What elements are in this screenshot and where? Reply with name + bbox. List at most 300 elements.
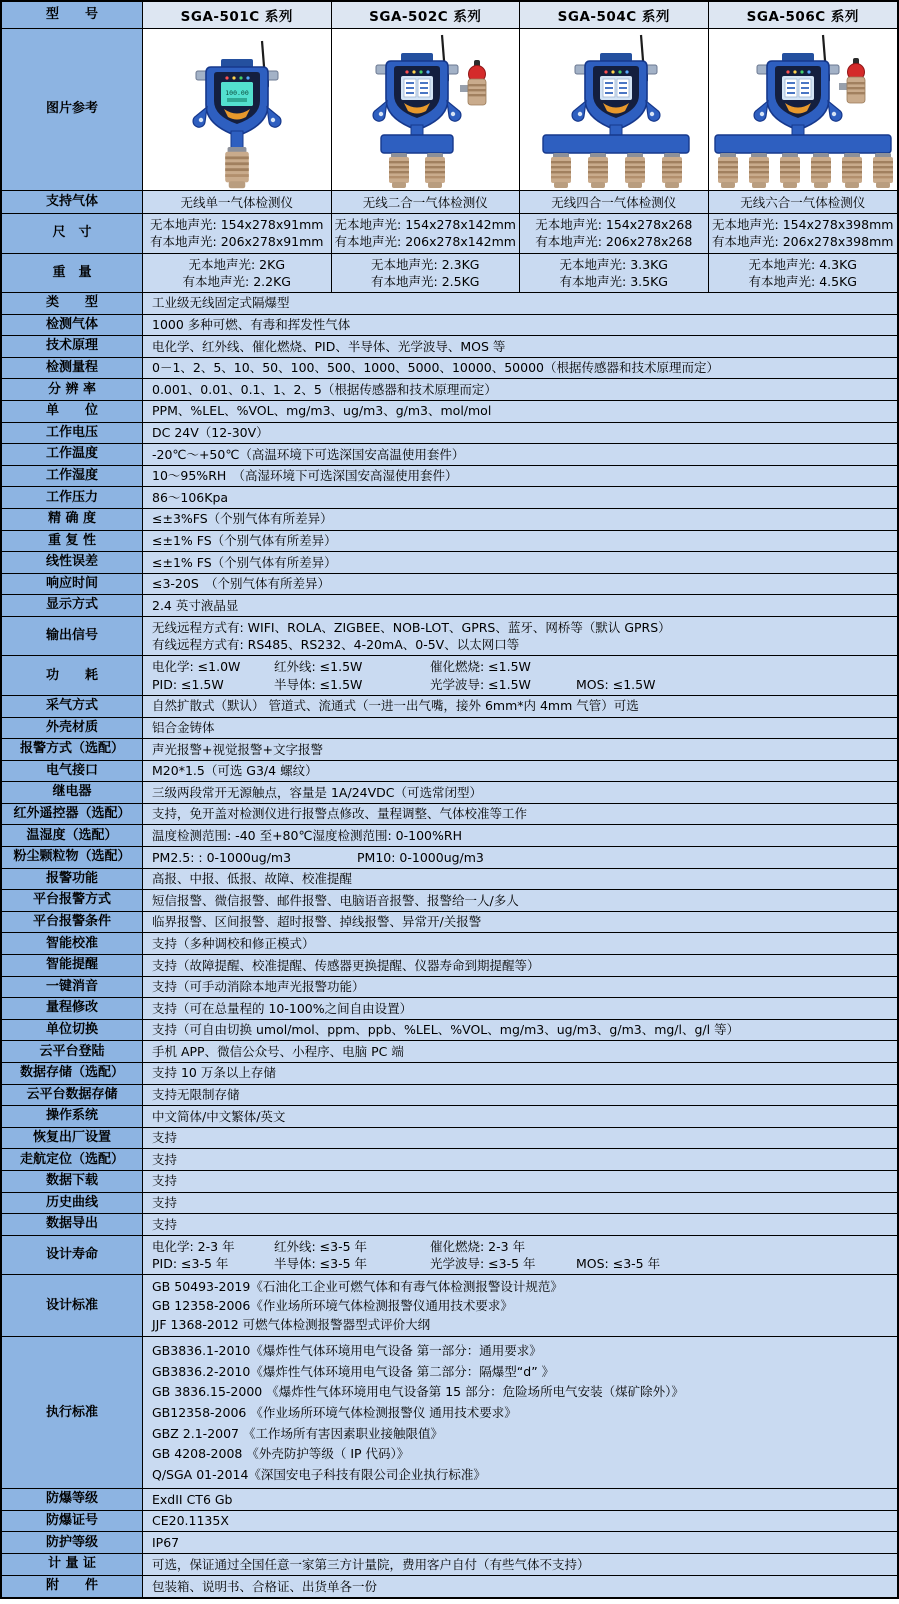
spec-value-line bbox=[152, 1044, 404, 1060]
spec-value-protection bbox=[143, 1532, 897, 1553]
spec-value-text: IP67 bbox=[152, 1534, 180, 1550]
spec-value-ir-remote bbox=[143, 804, 897, 825]
spec-value-line bbox=[152, 1298, 513, 1314]
spec-value-text: 自然扩散式（默认） 管道式、流通式（一进一出气嘴，接外 6mm*内 4mm 气管）可选 bbox=[152, 698, 639, 714]
spec-value-text: 支持 bbox=[152, 1173, 178, 1189]
spec-label-storage: 数据存储（选配） bbox=[2, 1063, 143, 1084]
spec-label-unit-switch: 单位切换 bbox=[2, 1020, 143, 1041]
spec-value-text: JJF 1368-2012 可燃气体检测报警器型式评价大纲 bbox=[152, 1316, 431, 1332]
spec-value-line bbox=[152, 576, 330, 592]
size-text: 无本地声光: 154x278x398mm bbox=[712, 216, 894, 232]
weight-text: 无本地声光: 3.3KG bbox=[559, 256, 668, 272]
size-text: 有本地声光: 206x278x91mm bbox=[150, 234, 324, 250]
weight-501c bbox=[143, 254, 332, 292]
spec-label-relay: 继电器 bbox=[2, 782, 143, 803]
spec-value-line bbox=[152, 1446, 409, 1462]
spec-value-text: ≤±1% FS（个别气体有所差异） bbox=[152, 554, 337, 570]
spec-row-lifespan bbox=[2, 1236, 897, 1276]
spec-row-platform-alarm-mode bbox=[2, 890, 897, 912]
spec-value-text: 支持 bbox=[152, 1130, 178, 1146]
image-row-label: 图片参考 bbox=[2, 29, 143, 190]
spec-value-output bbox=[143, 617, 897, 656]
spec-value-text: 支持 bbox=[152, 1195, 178, 1211]
spec-value-text: 86～106Kpa bbox=[152, 489, 229, 505]
weight-text: 有本地声光: 2.2KG bbox=[182, 273, 291, 289]
spec-value-accessories bbox=[143, 1576, 897, 1598]
supported-gas-502c: 无线二合一气体检测仪 bbox=[332, 191, 521, 213]
spec-value-range bbox=[143, 358, 897, 379]
spec-label-type: 类 型 bbox=[2, 293, 143, 314]
spec-value-text: PM2.5: : 0-1000ug/m3 bbox=[152, 849, 292, 865]
spec-value-line bbox=[152, 1109, 285, 1125]
spec-value-line bbox=[152, 555, 337, 571]
spec-value-text: 支持，免开盖对检测仪进行报警点修改、量程调整、气体校准等工作 bbox=[152, 806, 528, 822]
spec-value-text: 高报、中报、低报、故障、校准提醒 bbox=[152, 871, 353, 887]
spec-value-text: 湿度检测范围: 0-100%RH bbox=[312, 827, 462, 843]
spec-value-line bbox=[152, 850, 484, 866]
spec-value-cloud-login bbox=[143, 1041, 897, 1062]
spec-label-export: 数据导出 bbox=[2, 1214, 143, 1235]
spec-row-range-mod bbox=[2, 998, 897, 1020]
spec-value-line bbox=[152, 1065, 276, 1081]
spec-value-text: 短信报警、微信报警、邮件报警、电脑语音报警、报警给一人/多人 bbox=[152, 892, 519, 908]
spec-label-factory-reset: 恢复出厂设置 bbox=[2, 1128, 143, 1149]
spec-value-text: 支持（多种调校和修正模式） bbox=[152, 935, 315, 951]
spec-value-text: GB3836.2-2010《爆炸性气体环境用电气设备 第二部分：隔爆型“d” 》 bbox=[152, 1363, 555, 1379]
spec-value-cloud-storage bbox=[143, 1085, 897, 1106]
spec-row-cloud-login bbox=[2, 1041, 897, 1063]
spec-row-output bbox=[2, 617, 897, 657]
spec-value-text: GB 50493-2019《石油化工企业可燃气体和有毒气体检测报警设计规范》 bbox=[152, 1279, 563, 1295]
spec-value-line bbox=[152, 317, 350, 333]
spec-value-text: ≤±1% FS（个别气体有所差异） bbox=[152, 533, 337, 549]
spec-label-platform-alarm-cond: 平台报警条件 bbox=[2, 912, 143, 933]
spec-row-principle bbox=[2, 336, 897, 358]
weight-text: 无本地声光: 2.3KG bbox=[371, 256, 480, 272]
spec-label-temp: 工作温度 bbox=[2, 444, 143, 465]
weight-text: 有本地声光: 3.5KG bbox=[559, 273, 668, 289]
size-row-label: 尺 寸 bbox=[2, 214, 143, 253]
spec-label-shell: 外壳材质 bbox=[2, 718, 143, 739]
spec-value-accuracy bbox=[143, 509, 897, 530]
spec-label-repeatability: 重 复 性 bbox=[2, 531, 143, 552]
spec-value-line bbox=[152, 1022, 739, 1038]
spec-value-alarm-func bbox=[143, 869, 897, 890]
spec-row-sampling bbox=[2, 696, 897, 718]
weight-506c bbox=[709, 254, 898, 292]
spec-row-display bbox=[2, 595, 897, 617]
spec-row-exproof-cert bbox=[2, 1511, 897, 1533]
supported-gas-501c: 无线单一气体检测仪 bbox=[143, 191, 332, 213]
spec-row-design-std bbox=[2, 1275, 897, 1337]
spec-label-cloud-login: 云平台登陆 bbox=[2, 1041, 143, 1062]
spec-value-line bbox=[152, 339, 505, 355]
spec-value-os bbox=[143, 1106, 897, 1127]
spec-value-line bbox=[152, 382, 497, 398]
spec-value-text: Q/SGA 01-2014《深国安电子科技有限公司企业执行标准》 bbox=[152, 1466, 486, 1482]
spec-value-line bbox=[152, 1535, 179, 1551]
spec-value-text: 0.001、0.01、0.1、1、2、5（根据传感器和技术原理而定） bbox=[152, 381, 497, 397]
spec-row-history bbox=[2, 1193, 897, 1215]
sga-504c-device-image bbox=[520, 29, 709, 190]
spec-value-exproof-grade bbox=[143, 1489, 897, 1510]
spec-label-principle: 技术原理 bbox=[2, 336, 143, 357]
size-504c bbox=[520, 214, 709, 253]
spec-label-humidity: 工作湿度 bbox=[2, 466, 143, 487]
spec-value-text: 支持 bbox=[152, 1216, 178, 1232]
spec-value-text: 光学波导: ≤3-5 年 bbox=[430, 1255, 536, 1271]
spec-row-humidity bbox=[2, 466, 897, 488]
spec-label-download: 数据下载 bbox=[2, 1171, 143, 1192]
spec-row-download bbox=[2, 1171, 897, 1193]
spec-value-download bbox=[143, 1171, 897, 1192]
spec-row-power bbox=[2, 656, 897, 696]
spec-rows-container bbox=[2, 293, 897, 1597]
spec-value-design-std bbox=[143, 1275, 897, 1336]
spec-value-lifespan bbox=[143, 1236, 897, 1275]
spec-value-exproof-cert bbox=[143, 1511, 897, 1532]
spec-row-smart-cal bbox=[2, 933, 897, 955]
spec-row-pressure bbox=[2, 487, 897, 509]
supported-gas-506c: 无线六合一气体检测仪 bbox=[709, 191, 898, 213]
spec-value-range-mod bbox=[143, 998, 897, 1019]
spec-row-os bbox=[2, 1106, 897, 1128]
spec-row-metrology bbox=[2, 1554, 897, 1576]
spec-value-text: PID: ≤1.5W bbox=[152, 676, 224, 692]
size-text: 有本地声光: 206x278x268 bbox=[535, 234, 693, 250]
spec-value-text: 支持 bbox=[152, 1151, 178, 1167]
spec-value-line bbox=[152, 1001, 412, 1017]
spec-value-text: ≤3-20S （个别气体有所差异） bbox=[152, 576, 331, 592]
spec-value-text: MOS: ≤3-5 年 bbox=[576, 1255, 661, 1271]
spec-value-text: 可选，保证通过全国任意一家第三方计量院，费用客户自付（有些气体不支持） bbox=[152, 1556, 590, 1572]
spec-label-smart-remind: 智能提醒 bbox=[2, 955, 143, 976]
spec-row-type bbox=[2, 293, 897, 315]
weight-text: 无本地声光: 2KG bbox=[188, 256, 286, 272]
spec-value-line bbox=[152, 1405, 517, 1421]
supported-gas-label: 支持气体 bbox=[2, 191, 143, 213]
spec-value-storage bbox=[143, 1063, 897, 1084]
spec-value-text: 催化燃烧: 2-3 年 bbox=[430, 1238, 526, 1254]
spec-value-line bbox=[152, 1130, 177, 1146]
spec-value-repeatability bbox=[143, 531, 897, 552]
spec-label-exproof-cert: 防爆证号 bbox=[2, 1511, 143, 1532]
spec-value-line bbox=[152, 1195, 177, 1211]
spec-value-line bbox=[152, 1173, 177, 1189]
spec-value-principle bbox=[143, 336, 897, 357]
spec-value-text: 红外线: ≤1.5W bbox=[274, 659, 363, 675]
size-row bbox=[2, 214, 897, 254]
spec-label-lifespan: 设计寿命 bbox=[2, 1236, 143, 1275]
spec-value-line bbox=[152, 1256, 660, 1272]
spec-label-output: 输出信号 bbox=[2, 617, 143, 656]
spec-row-exec-std bbox=[2, 1337, 897, 1489]
spec-value-resolution bbox=[143, 379, 897, 400]
image-row bbox=[2, 29, 897, 191]
spec-value-text: 半导体: ≤3-5 年 bbox=[274, 1255, 368, 1271]
spec-row-export bbox=[2, 1214, 897, 1236]
spec-value-line bbox=[152, 1364, 554, 1380]
spec-value-temp bbox=[143, 444, 897, 465]
spec-row-accessories bbox=[2, 1576, 897, 1598]
sga-502c-device-image bbox=[332, 29, 521, 190]
spec-row-gases bbox=[2, 315, 897, 337]
spec-value-text: 光学波导: ≤1.5W bbox=[430, 676, 531, 692]
spec-row-response bbox=[2, 574, 897, 596]
size-text: 无本地声光: 154x278x91mm bbox=[150, 216, 324, 232]
spec-value-line bbox=[152, 295, 290, 311]
spec-value-line bbox=[152, 1492, 233, 1508]
spec-value-text: 电化学、红外线、催化燃烧、PID、半导体、光学波导、MOS 等 bbox=[152, 338, 506, 354]
spec-value-text: GB 4208-2008 《外壳防护等级（ IP 代码）》 bbox=[152, 1446, 410, 1462]
spec-value-text: CE20.1135X bbox=[152, 1513, 229, 1529]
spec-value-text: 10～95%RH （高湿环境下可选深国安高湿使用套件） bbox=[152, 468, 458, 484]
spec-row-exproof-grade bbox=[2, 1489, 897, 1511]
model-column-sga-504c: SGA-504C 系列 bbox=[520, 2, 709, 28]
spec-row-relay bbox=[2, 782, 897, 804]
spec-label-cloud-storage: 云平台数据存储 bbox=[2, 1085, 143, 1106]
spec-value-text: GB12358-2006 《作业场所环境气体检测报警仪 通用技术要求》 bbox=[152, 1404, 517, 1420]
spec-value-line bbox=[152, 914, 481, 930]
spec-value-pressure bbox=[143, 487, 897, 508]
spec-value-line bbox=[152, 637, 519, 653]
spec-value-text: 电化学: ≤1.0W bbox=[152, 659, 241, 675]
spec-row-smart-remind bbox=[2, 955, 897, 977]
spec-value-line bbox=[152, 958, 540, 974]
spec-value-exec-std bbox=[143, 1337, 897, 1488]
spec-row-mute bbox=[2, 977, 897, 999]
spec-value-line bbox=[152, 1467, 486, 1483]
sga-506c-device-image bbox=[709, 29, 898, 190]
spec-value-text: 支持（可在总量程的 10-100%之间自由设置） bbox=[152, 1000, 413, 1016]
spec-label-platform-alarm-mode: 平台报警方式 bbox=[2, 890, 143, 911]
spec-label-electrical: 电气接口 bbox=[2, 761, 143, 782]
spec-row-linearity bbox=[2, 552, 897, 574]
spec-value-line bbox=[152, 533, 337, 549]
spec-value-humidity bbox=[143, 466, 897, 487]
spec-value-line bbox=[152, 490, 228, 506]
spec-value-metrology bbox=[143, 1554, 897, 1575]
spec-value-text: GBZ 2.1-2007 《工作场所有害因素职业接触限值》 bbox=[152, 1425, 443, 1441]
weight-text: 有本地声光: 4.5KG bbox=[748, 273, 857, 289]
spec-value-platform-alarm-mode bbox=[143, 890, 897, 911]
model-header-row bbox=[2, 2, 897, 29]
size-text: 无本地声光: 154x278x142mm bbox=[334, 216, 516, 232]
spec-value-electrical bbox=[143, 761, 897, 782]
spec-label-mute: 一键消音 bbox=[2, 977, 143, 998]
spec-value-export bbox=[143, 1214, 897, 1235]
spec-value-line bbox=[152, 1384, 684, 1400]
spec-value-line bbox=[152, 1217, 177, 1233]
spec-label-ir-remote: 红外遥控器（选配） bbox=[2, 804, 143, 825]
spec-value-text: MOS: ≤1.5W bbox=[576, 676, 656, 692]
spec-label-exproof-grade: 防爆等级 bbox=[2, 1489, 143, 1510]
spec-row-dust bbox=[2, 847, 897, 869]
spec-label-os: 操作系统 bbox=[2, 1106, 143, 1127]
spec-value-line bbox=[152, 598, 238, 614]
spec-value-text: ≤±3%FS（个别气体有所差异） bbox=[152, 511, 333, 527]
weight-text: 有本地声光: 2.5KG bbox=[371, 273, 480, 289]
spec-label-voltage: 工作电压 bbox=[2, 423, 143, 444]
spec-value-line bbox=[152, 360, 719, 376]
spec-value-line bbox=[152, 1279, 563, 1295]
spec-value-text: 电化学: 2-3 年 bbox=[152, 1238, 235, 1254]
spec-value-text: 中文简体/中文繁体/英文 bbox=[152, 1108, 286, 1124]
spec-value-text: 半导体: ≤1.5W bbox=[274, 676, 363, 692]
spec-value-text: 2.4 英寸液晶显 bbox=[152, 597, 239, 613]
spec-value-linearity bbox=[143, 552, 897, 573]
size-501c bbox=[143, 214, 332, 253]
spec-value-shell bbox=[143, 718, 897, 739]
spec-row-temp bbox=[2, 444, 897, 466]
spec-value-text: PM10: 0-1000ug/m3 bbox=[357, 849, 484, 865]
spec-value-line bbox=[152, 468, 458, 484]
spec-value-type bbox=[143, 293, 897, 314]
model-column-sga-506c: SGA-506C 系列 bbox=[709, 2, 898, 28]
spec-label-exec-std: 执行标准 bbox=[2, 1337, 143, 1488]
spec-value-line bbox=[152, 936, 315, 952]
svg-text:100.00: 100.00 bbox=[225, 88, 249, 97]
weight-text: 无本地声光: 4.3KG bbox=[748, 256, 857, 272]
spec-value-text: GB 12358-2006《作业场所环境气体检测报警仪通用技术要求》 bbox=[152, 1297, 513, 1313]
spec-label-linearity: 线性误差 bbox=[2, 552, 143, 573]
model-column-sga-502c: SGA-502C 系列 bbox=[332, 2, 521, 28]
supported-gas-504c: 无线四合一气体检测仪 bbox=[520, 191, 709, 213]
spec-label-response: 响应时间 bbox=[2, 574, 143, 595]
spec-value-line bbox=[152, 828, 462, 844]
spec-label-history: 历史曲线 bbox=[2, 1193, 143, 1214]
size-506c bbox=[709, 214, 898, 253]
spec-value-text: PID: ≤3-5 年 bbox=[152, 1255, 229, 1271]
spec-value-line bbox=[152, 1513, 229, 1529]
spec-value-sampling bbox=[143, 696, 897, 717]
model-row-label: 型 号 bbox=[2, 2, 143, 28]
spec-row-voltage bbox=[2, 423, 897, 445]
spec-label-nav: 走航定位（选配） bbox=[2, 1149, 143, 1170]
size-502c bbox=[332, 214, 521, 253]
spec-value-text: 催化燃烧: ≤1.5W bbox=[430, 659, 531, 675]
spec-value-unit bbox=[143, 401, 897, 422]
spec-value-text: 手机 APP、微信公众号、小程序、电脑 PC 端 bbox=[152, 1043, 404, 1059]
spec-value-text: 支持 10 万条以上存储 bbox=[152, 1065, 276, 1081]
spec-label-accessories: 附 件 bbox=[2, 1576, 143, 1598]
spec-value-text: 红外线: ≤3-5 年 bbox=[274, 1238, 368, 1254]
spec-value-line bbox=[152, 1152, 177, 1168]
spec-label-accuracy: 精 确 度 bbox=[2, 509, 143, 530]
spec-label-resolution: 分 辨 率 bbox=[2, 379, 143, 400]
spec-value-line bbox=[152, 447, 464, 463]
size-text: 有本地声光: 206x278x142mm bbox=[334, 234, 516, 250]
spec-value-mute bbox=[143, 977, 897, 998]
spec-value-line bbox=[152, 871, 352, 887]
spec-value-text: GB3836.1-2010《爆炸性气体环境用电气设备 第一部分：通用要求》 bbox=[152, 1343, 542, 1359]
spec-row-factory-reset bbox=[2, 1128, 897, 1150]
spec-row-electrical bbox=[2, 761, 897, 783]
spec-value-line bbox=[152, 1426, 443, 1442]
spec-row-accuracy bbox=[2, 509, 897, 531]
spec-label-alarm-func: 报警功能 bbox=[2, 869, 143, 890]
spec-row-temphum bbox=[2, 825, 897, 847]
spec-value-line bbox=[152, 425, 269, 441]
spec-row-protection bbox=[2, 1532, 897, 1554]
spec-row-storage bbox=[2, 1063, 897, 1085]
spec-value-line bbox=[152, 1239, 576, 1255]
spec-value-line bbox=[152, 698, 639, 714]
spec-value-line bbox=[152, 1087, 240, 1103]
weight-row-label: 重 量 bbox=[2, 254, 143, 292]
spec-row-repeatability bbox=[2, 531, 897, 553]
spec-value-line bbox=[152, 1343, 542, 1359]
spec-label-temphum: 温湿度（选配） bbox=[2, 825, 143, 846]
spec-row-ir-remote bbox=[2, 804, 897, 826]
spec-value-text: DC 24V（12-30V） bbox=[152, 425, 269, 441]
spec-value-alarm-mode bbox=[143, 739, 897, 760]
spec-label-dust: 粉尘颗粒物（选配） bbox=[2, 847, 143, 868]
spec-row-cloud-storage bbox=[2, 1085, 897, 1107]
spec-row-shell bbox=[2, 718, 897, 740]
spec-value-line bbox=[152, 785, 482, 801]
spec-row-range bbox=[2, 358, 897, 380]
spec-label-range-mod: 量程修改 bbox=[2, 998, 143, 1019]
spec-value-text: 声光报警+视觉报警+文字报警 bbox=[152, 741, 323, 757]
spec-value-line bbox=[152, 979, 365, 995]
spec-row-unit-switch bbox=[2, 1020, 897, 1042]
spec-row-unit bbox=[2, 401, 897, 423]
spec-value-relay bbox=[143, 782, 897, 803]
spec-value-line bbox=[152, 1317, 430, 1333]
spec-value-line bbox=[152, 763, 318, 779]
spec-value-line bbox=[152, 1557, 590, 1573]
spec-value-text: 支持（故障提醒、校准提醒、传感器更换提醒、仪器寿命到期提醒等） bbox=[152, 957, 540, 973]
spec-label-protection: 防护等级 bbox=[2, 1532, 143, 1553]
spec-label-pressure: 工作压力 bbox=[2, 487, 143, 508]
spec-value-line bbox=[152, 893, 519, 909]
spec-label-smart-cal: 智能校准 bbox=[2, 933, 143, 954]
weight-502c bbox=[332, 254, 521, 292]
spec-value-text: PPM、%LEL、%VOL、mg/m3、ug/m3、g/m3、mol/mol bbox=[152, 403, 492, 419]
spec-value-text: GB 3836.15-2000 《爆炸性气体环境用电气设备第 15 部分：危险场所电气安装（煤矿除外）》 bbox=[152, 1384, 684, 1400]
spec-value-voltage bbox=[143, 423, 897, 444]
spec-value-line bbox=[152, 720, 215, 736]
spec-value-display bbox=[143, 595, 897, 616]
spec-value-temphum bbox=[143, 825, 897, 846]
spec-value-text: 温度检测范围: -40 至+80℃ bbox=[152, 827, 313, 843]
spec-row-resolution bbox=[2, 379, 897, 401]
spec-value-line bbox=[152, 620, 671, 636]
spec-value-line bbox=[152, 806, 527, 822]
spec-label-design-std: 设计标准 bbox=[2, 1275, 143, 1336]
spec-label-alarm-mode: 报警方式（选配） bbox=[2, 739, 143, 760]
spec-label-display: 显示方式 bbox=[2, 595, 143, 616]
spec-value-text: 铝合金铸体 bbox=[152, 719, 215, 735]
spec-value-text: 支持无限制存储 bbox=[152, 1087, 240, 1103]
spec-label-unit: 单 位 bbox=[2, 401, 143, 422]
spec-value-text: ExdII CT6 Gb bbox=[152, 1491, 233, 1507]
weight-row bbox=[2, 254, 897, 293]
spec-value-text: 0－1、2、5、10、50、100、500、1000、5000、10000、50000（根据传感器和技术原理而定） bbox=[152, 360, 719, 376]
spec-value-platform-alarm-cond bbox=[143, 912, 897, 933]
spec-label-power: 功 耗 bbox=[2, 656, 143, 695]
spec-value-unit-switch bbox=[143, 1020, 897, 1041]
spec-value-power bbox=[143, 656, 897, 695]
spec-value-text: 工业级无线固定式隔爆型 bbox=[152, 295, 290, 311]
supported-gas-row bbox=[2, 191, 897, 214]
spec-label-metrology: 计 量 证 bbox=[2, 1554, 143, 1575]
spec-value-text: 支持（可自由切换 umol/mol、ppm、ppb、%LEL、%VOL、mg/m3、ug/m3、g/m3、mg/l、g/l 等） bbox=[152, 1022, 740, 1038]
spec-value-dust bbox=[143, 847, 897, 868]
spec-value-text: 三级两段常开无源触点，容量是 1A/24VDC（可选常闭型） bbox=[152, 784, 482, 800]
spec-value-line bbox=[152, 677, 655, 693]
